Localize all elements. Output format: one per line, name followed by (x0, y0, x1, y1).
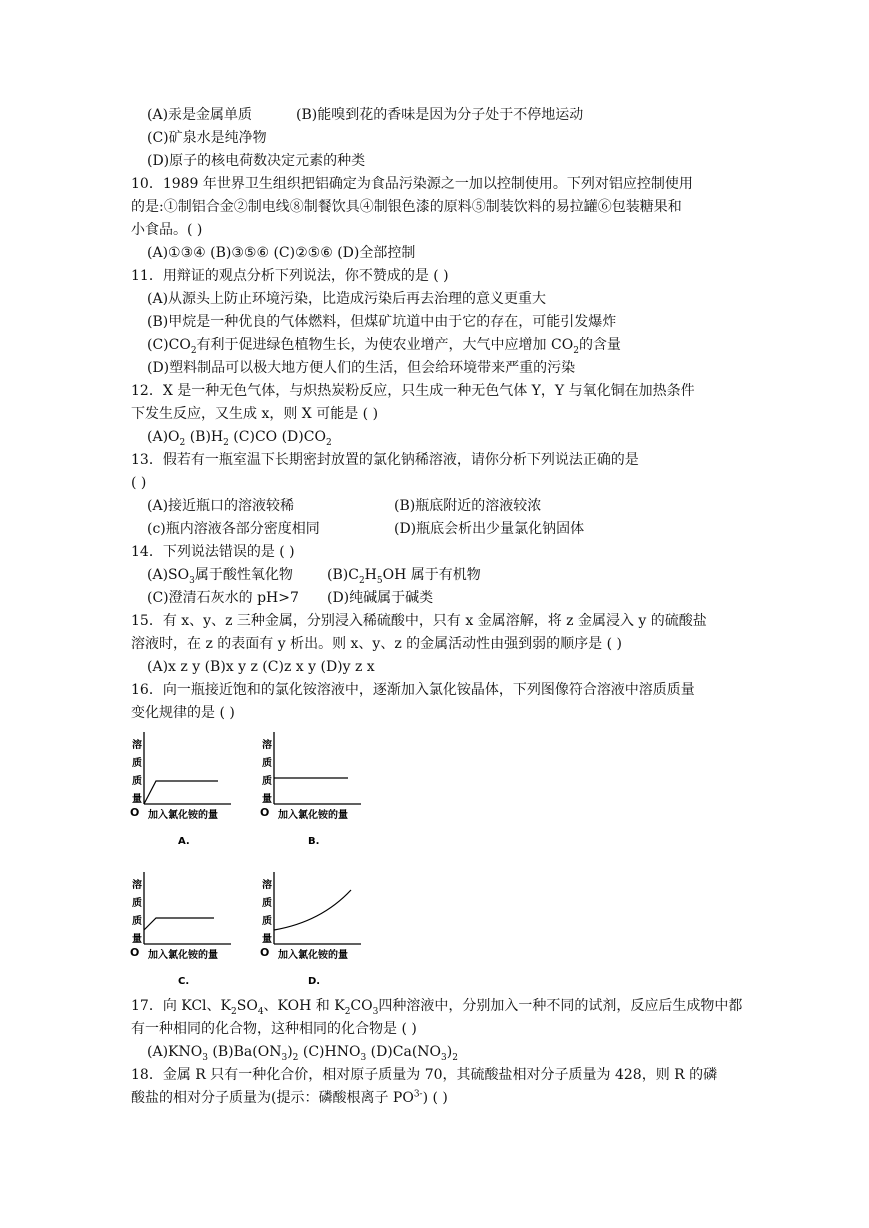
graph-b-ylabel (262, 738, 272, 805)
graph-label: A. (178, 836, 190, 847)
q17-line1: 17．向 KCl、$K_2SO_4$、KOH 和 $K_2CO_3$四种溶液中，分别加入一种不同的试剂，反应后生成物中都 (131, 998, 743, 1017)
q10-line3: 小食品。( ) (131, 222, 203, 238)
graph-ylabel-char: 质 (262, 776, 272, 787)
q12-line1: 12．X 是一种无色气体，与炽热炭粉反应，只生成一种无色气体 Y，Y 与氧化铜在加热条件 (131, 383, 695, 399)
q10-options: (A)①③④ (B)③⑤⑥ (C)②⑤⑥ (D)全部控制 (147, 245, 416, 261)
q9-option-b: (B)能嗅到花的香味是因为分子处于不停地运动 (296, 107, 584, 123)
graph-label: B. (308, 836, 320, 847)
graph-ylabel-char: 质 (132, 916, 142, 927)
graph-ylabel-char: 溶 (262, 880, 272, 891)
graph-d-ylabel (262, 878, 272, 945)
graph-xlabel: 加入氯化铵的量 (278, 810, 348, 821)
q13-line2: ( ) (131, 475, 147, 491)
q10-line2: 的是:①制铝合金②制电线⑧制餐饮具④制银色漆的原料⑤制装饮料的易拉罐⑥包装糖果和 (131, 199, 682, 215)
q14-options-row1: $(A)SO_3$属于酸性氧化物 $(B)C_2H_5OH$ 属于有机物 (147, 567, 481, 586)
q14-options-row2: (C)澄清石灰水的 pH>7 (D)纯碱属于碱类 (147, 590, 434, 606)
graph-label: D. (308, 976, 321, 987)
graph-ylabel-char: 溶 (132, 740, 142, 751)
q11-option-a: (A)从源头上防止环境污染，比造成污染后再去治理的意义更重大 (147, 291, 547, 307)
q12-line2: 下发生反应，又生成 x，则 X 可能是 ( ) (131, 406, 379, 422)
q13-options-row2: (c)瓶内溶液各部分密度相同 (D)瓶底会析出少量氯化钠固体 (147, 521, 585, 537)
q15-options: (A)x z y (B)x y z (C)z x y (D)y z x (147, 659, 375, 675)
graph-xlabel: 加入氯化铵的量 (148, 950, 218, 961)
graph-ylabel-char: 溶 (262, 740, 272, 751)
graph-origin: O (260, 806, 270, 819)
graph-ylabel-char: 质 (132, 776, 142, 787)
q15-line1: 15．有 x、y、z 三种金属，分别浸入稀硫酸中，只有 x 金属溶解，将 z 金属浸入 y 的硫酸盐 (131, 613, 707, 629)
q17-line2: 有一种相同的化合物，这种相同的化合物是 ( ) (131, 1021, 417, 1037)
graph-ylabel-char: 量 (132, 794, 142, 805)
graph-ylabel-char: 质 (262, 758, 272, 769)
q9-option-c: (C)矿泉水是纯净物 (147, 130, 267, 146)
q18-line1: 18．金属 R 只有一种化合价，相对原子质量为 70，其硫酸盐相对分子质量为 428，则 R 的磷 (131, 1067, 718, 1083)
q11-option-b: (B)甲烷是一种优良的气体燃料，但煤矿坑道中由于它的存在，可能引发爆炸 (147, 314, 617, 330)
graph-origin: O (130, 806, 140, 819)
q12-options: $(A)O_2$ $(B)H_2$ (C)CO $(D)CO_2$ (147, 429, 332, 448)
graph-ylabel-char: 质 (132, 758, 142, 769)
q11-option-c: $(C)CO_2$有利于促进绿色植物生长，为使农业增产，大气中应增加 $CO_2$的含量 (147, 337, 621, 356)
graph-ylabel-char: 质 (262, 916, 272, 927)
graph-a-ylabel (132, 738, 142, 805)
q15-line2: 溶液时，在 z 的表面有 y 析出。则 x、y、z 的金属活动性由强到弱的顺序是 ( ) (131, 636, 622, 652)
q11-option-d: (D)塑料制品可以极大地方便人们的生活，但会给环境带来严重的污染 (147, 360, 576, 376)
graph-a (126, 726, 256, 855)
graph-ylabel-char: 质 (262, 898, 272, 909)
graph-origin: O (260, 946, 270, 959)
graph-c (126, 866, 256, 995)
graph-xlabel: 加入氯化铵的量 (148, 810, 218, 821)
q11-stem: 11．用辩证的观点分析下列说法，你不赞成的是 ( ) (131, 268, 449, 284)
q13-options-row1: (A)接近瓶口的溶液较稀 (B)瓶底附近的溶液较浓 (147, 498, 542, 514)
q9-option-a: (A)汞是金属单质 (147, 107, 253, 123)
graph-label: C. (178, 976, 190, 987)
graph-ylabel-char: 量 (262, 934, 272, 945)
q17-options: $(A)KNO_3$ $(B)Ba(ON_3)_2$ $(C)HNO_3$ $(D)Ca(NO_3)_2$ (147, 1044, 458, 1063)
graph-ylabel-char: 溶 (132, 880, 142, 891)
graph-origin: O (130, 946, 140, 959)
q18-line2: 酸盐的相对分子质量为(提示：磷酸根离子 $PO^{3-}$) ( ) (131, 1089, 448, 1106)
graph-xlabel: 加入氯化铵的量 (278, 950, 348, 961)
q10-line1: 10．1989 年世界卫生组织把铝确定为食品污染源之一加以控制使用。下列对铝应控制使用 (131, 176, 693, 192)
q14-stem: 14．下列说法错误的是 ( ) (131, 544, 295, 560)
graph-ylabel-char: 量 (262, 794, 272, 805)
q16-line1: 16．向一瓶接近饱和的氯化铵溶液中，逐渐加入氯化铵晶体，下列图像符合溶液中溶质质量 (131, 682, 695, 698)
q16-line2: 变化规律的是 ( ) (131, 705, 235, 721)
graph-b (256, 726, 386, 855)
graph-ylabel-char: 量 (132, 934, 142, 945)
q9-option-d: (D)原子的核电荷数决定元素的种类 (147, 153, 366, 169)
graph-ylabel-char: 质 (132, 898, 142, 909)
graph-d (256, 866, 386, 995)
graph-c-ylabel (132, 878, 142, 945)
q13-line1: 13．假若有一瓶室温下长期密封放置的氯化钠稀溶液，请你分析下列说法正确的是 (131, 452, 639, 468)
